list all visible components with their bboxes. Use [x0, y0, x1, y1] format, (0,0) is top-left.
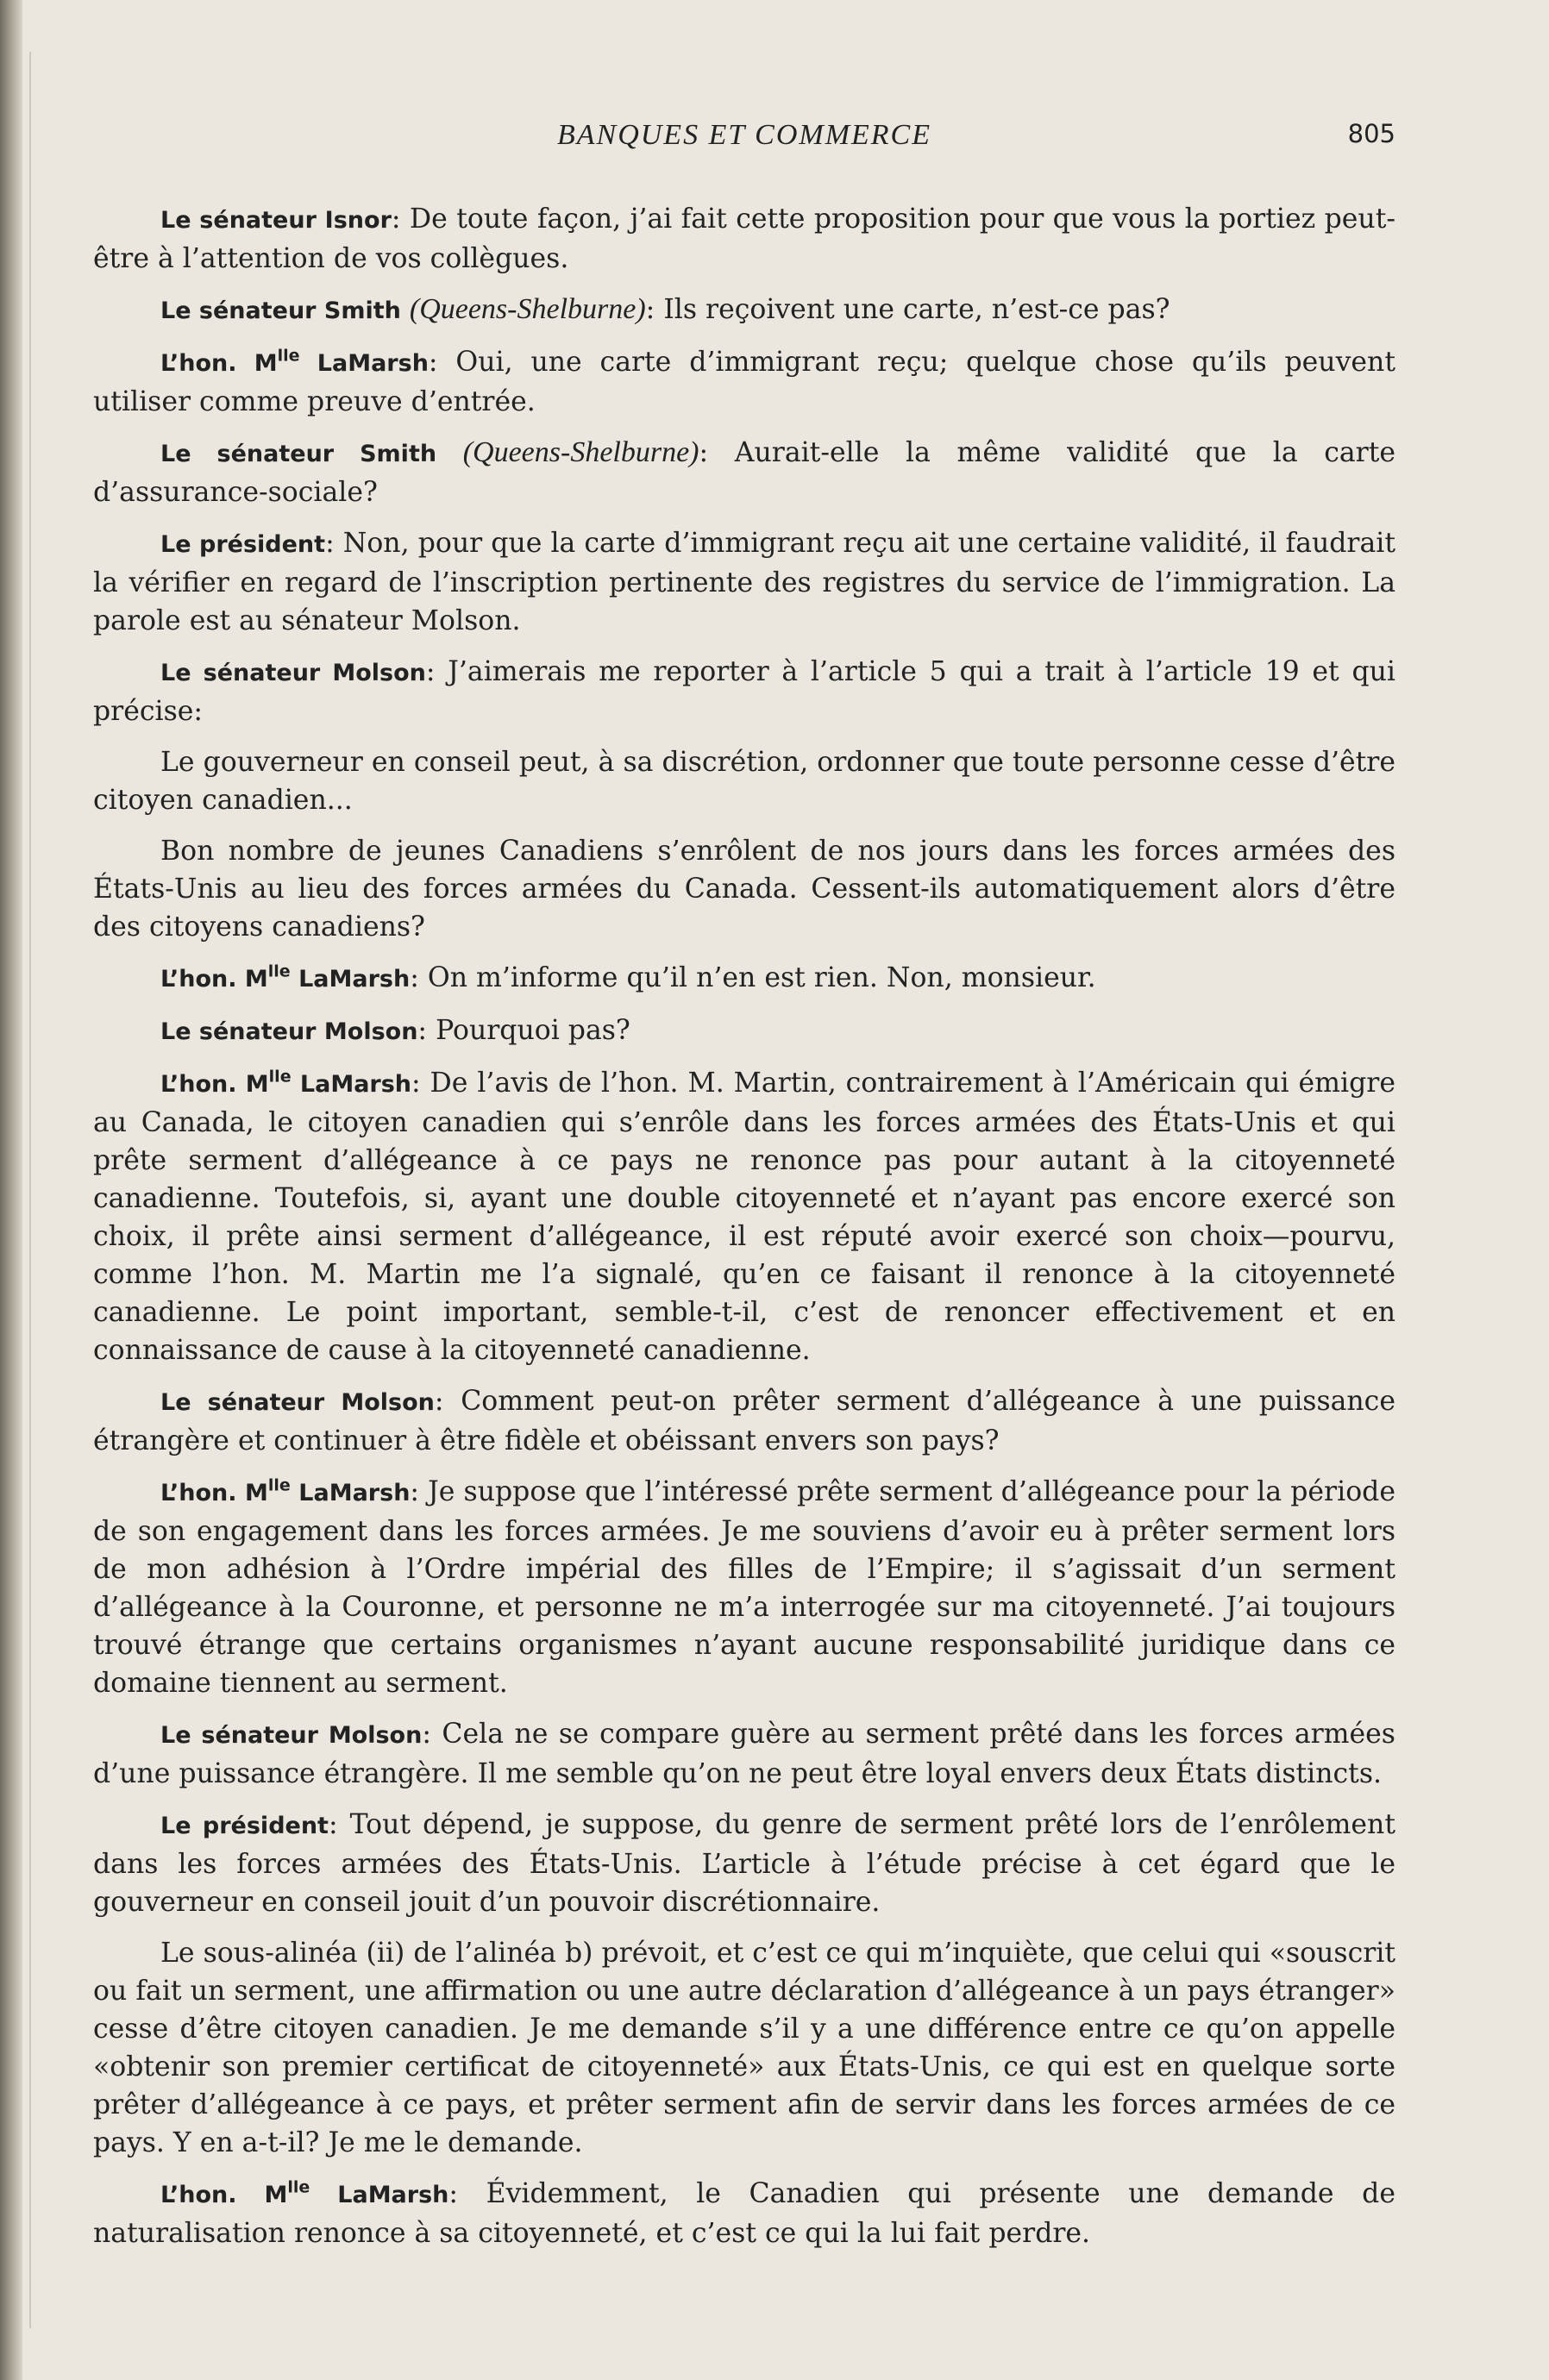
page-number: 805 [1347, 119, 1395, 148]
speaker-name-suffix: LaMarsh [290, 966, 411, 993]
speaker-colon: : [410, 1476, 429, 1507]
speaker-colon: : [417, 1015, 436, 1046]
paragraph-text: Bon nombre de jeunes Canadiens s’enrôlent de nos jours dans les forces armées des États-Unis au lieu des forces armées du Canada. Cessent-ils automatiquement alors d’être des citoyens canadiens? [93, 836, 1395, 943]
speaker-name-prefix: L’hon. M [160, 2182, 288, 2208]
speaker-title-superscript: lle [267, 1475, 291, 1495]
speaker-colon: : [428, 347, 456, 378]
speaker-title-superscript: lle [277, 346, 300, 366]
paragraph [93, 291, 1395, 330]
speaker-title-superscript: lle [267, 961, 291, 981]
speaker-colon: : [425, 656, 448, 687]
quoted-paragraph [93, 743, 1395, 819]
speaker-name: Le président [160, 1813, 329, 1839]
paragraph-text: Non, pour que la carte d’immigrant reçu ait une certaine validité, il faudrait la vérifier en regard de l’inscription pertinente des registres du service de l’immigration. La parole est au sénateur Molson. [93, 528, 1395, 636]
paragraph [93, 200, 1395, 278]
speaker-name-prefix: L’hon. M [160, 350, 278, 377]
paragraph-text: Je suppose que l’intéressé prête serment d’allégeance pour la période de son engagement dans les forces armées. Je me souviens d’avoir eu à prêter serment lors de mon adhésion à l’Ordre impérial des filles de l’Empire; il s’agissait d’un serment d’allégeance à la Couronne, et personne ne m’a interrogée sur ma citoyenneté. J’ai toujours trouvé étrange que certains organismes n’ayant aucune responsabilité juridique dans ce domaine tiennent au serment. [93, 1476, 1395, 1699]
paragraph-text: De toute façon, j’ai fait cette proposition pour que vous la portiez peut-être à l’attention de vos collègues. [93, 204, 1395, 274]
speaker-name: Le sénateur Smith [160, 441, 437, 467]
speaker-colon: : [448, 2178, 486, 2209]
speaker-name: Le sénateur Molson [160, 1018, 418, 1045]
paragraph [93, 1382, 1395, 1460]
paragraph-text: Ils reçoivent une carte, n’est-ce pas? [663, 294, 1170, 325]
speaker-name-suffix: LaMarsh [310, 2182, 449, 2208]
paragraph [93, 1715, 1395, 1793]
speaker-colon: : [411, 1068, 430, 1099]
paragraph [93, 524, 1395, 640]
speaker-name: Le sénateur Smith [160, 298, 401, 324]
speaker-riding: (Queens-Shelburne) [409, 293, 646, 325]
speaker-colon: : [325, 528, 343, 559]
speaker-colon: : [434, 1386, 461, 1417]
speaker-colon: : [699, 437, 735, 468]
gutter-shadow [29, 52, 31, 2328]
page-header [93, 119, 1395, 157]
paragraph [93, 343, 1395, 421]
speaker-name-suffix: LaMarsh [291, 1071, 412, 1098]
speaker-name: Le sénateur Isnor [160, 207, 392, 234]
speaker-name: Le président [160, 531, 326, 558]
paragraph-text: On m’informe qu’il n’en est rien. Non, monsieur. [427, 962, 1096, 993]
document-page [93, 0, 1395, 2380]
running-head: BANQUES ET COMMERCE [556, 119, 931, 151]
speaker-title-superscript: lle [268, 1067, 292, 1087]
speaker-title-superscript: lle [287, 2177, 310, 2197]
paragraph [93, 434, 1395, 511]
paragraph-text: De l’avis de l’hon. M. Martin, contrairement à l’Américain qui émigre au Canada, le citoyen canadien qui s’enrôle dans les forces armées des États-Unis et qui prête serment d’allégeance à ce pays ne renonce pas pour autant à la citoyenneté canadienne. Toutefois, si, ayant une double citoyenneté et n’ayant pas encore exercé son choix, il prête ainsi serment d’allégeance, il est réputé avoir exercé son choix—pourvu, comme l’hon. M. Martin me l’a signalé, qu’en ce faisant il renonce à la citoyenneté canadienne. Le point important, semble-t-il, c’est de renoncer effectivement et en connaissance de cause à la citoyenneté canadienne. [93, 1068, 1395, 1366]
page-body [93, 200, 1395, 2265]
paragraph-text: Oui, une carte d’immigrant reçu; quelque chose qu’ils peuvent utiliser comme preuve d’entrée. [93, 347, 1395, 417]
paragraph-text: J’aimerais me reporter à l’article 5 qui a trait à l’article 19 et qui précise: [93, 656, 1395, 727]
paragraph [93, 653, 1395, 730]
speaker-name-prefix: L’hon. M [160, 1071, 269, 1098]
speaker-name-prefix: L’hon. M [160, 966, 268, 993]
paragraph-text: Le sous-alinéa (ii) de l’alinéa b) prévoit, et c’est ce qui m’inquiète, que celui qui «souscrit ou fait un serment, une affirmation ou une autre déclaration d’allégeance à un pays étranger» cesse d’être citoyen canadien. Je me demande s’il y a une différence entre ce qu’on appelle «obtenir son premier certificat de citoyenneté» aux États-Unis, ce qui est en quelque sorte prêter d’allégeance à ce pays, et prêter serment afin de servir dans les forces armées de ce pays. Y en a-t-il? Je me le demande. [93, 1938, 1395, 2158]
speaker-colon: : [645, 294, 664, 325]
speaker-colon: : [391, 204, 410, 235]
paragraph-text: Aurait-elle la même validité que la carte d’assurance-sociale? [93, 437, 1395, 508]
paragraph-text: Tout dépend, je suppose, du genre de serment prêté lors de l’enrôlement dans les forces armées des États-Unis. L’article à l’étude précise à cet égard que le gouverneur en conseil jouit d’un pouvoir discrétionnaire. [93, 1809, 1395, 1918]
page-binding-edge [0, 0, 22, 2380]
speaker-name-suffix: LaMarsh [290, 1480, 411, 1506]
paragraph [93, 1473, 1395, 1702]
paragraph-text: Évidemment, le Canadien qui présente une demande de naturalisation renonce à sa citoyenneté, et c’est ce qui la lui fait perdre. [93, 2178, 1395, 2249]
speaker-riding: (Queens-Shelburne) [462, 436, 699, 468]
speaker-name: Le sénateur Molson [160, 1722, 423, 1749]
paragraph-text: Cela ne se compare guère au serment prêté dans les forces armées d’une puissance étrangère. Il me semble qu’on ne peut être loyal envers deux États distincts. [93, 1719, 1395, 1789]
speaker-colon: : [410, 962, 428, 993]
speaker-name: Le sénateur Molson [160, 660, 426, 686]
paragraph [93, 959, 1395, 999]
speaker-name: Le sénateur Molson [160, 1389, 435, 1416]
speaker-name-suffix: LaMarsh [299, 350, 429, 377]
paragraph [93, 1012, 1395, 1051]
paragraph-text: Comment peut-on prêter serment d’allégeance à une puissance étrangère et continuer à être fidèle et obéissant envers son pays? [93, 1386, 1395, 1456]
paragraph [93, 1934, 1395, 2162]
paragraph-text: Pourquoi pas? [436, 1015, 630, 1046]
speaker-name-prefix: L’hon. M [160, 1480, 268, 1506]
paragraph [93, 2175, 1395, 2252]
paragraph [93, 1064, 1395, 1369]
speaker-colon: : [422, 1719, 442, 1750]
paragraph [93, 1806, 1395, 1921]
paragraph-text: Le gouverneur en conseil peut, à sa discrétion, ordonner que toute personne cesse d’être citoyen canadien... [93, 747, 1395, 816]
paragraph [93, 832, 1395, 946]
speaker-colon: : [328, 1809, 350, 1840]
